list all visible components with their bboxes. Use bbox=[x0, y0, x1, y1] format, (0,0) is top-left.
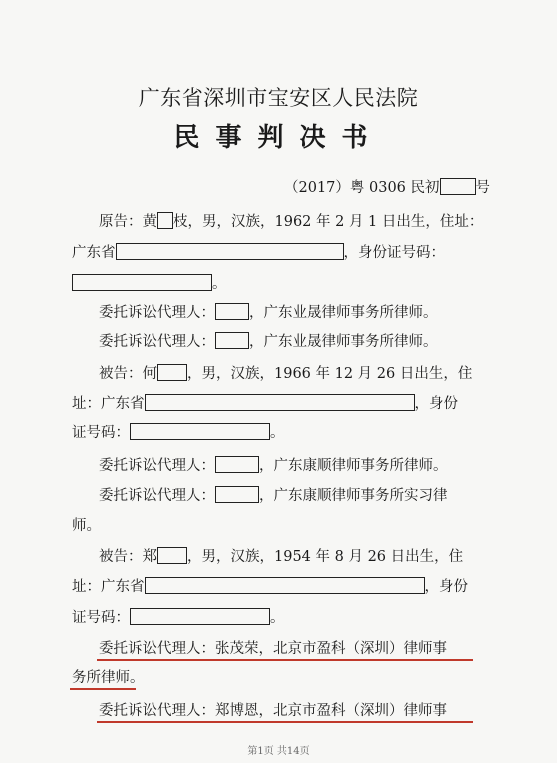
plaintiff-info: 枝，男，汉族，1962 年 2 月 1 日出生，住址： bbox=[173, 214, 484, 230]
redaction-box bbox=[145, 577, 425, 594]
plaintiff-address-suffix: ，身份证号码： bbox=[343, 245, 445, 261]
agent-firm: ，广东业晟律师事务所律师。 bbox=[249, 334, 438, 350]
defendant1-address-suffix: ，身份 bbox=[414, 396, 458, 412]
defendant2-info: ，男，汉族，1954 年 8 月 26 日出生，住 bbox=[187, 549, 464, 565]
defendant2-address-prefix: 址：广东省 bbox=[72, 579, 145, 595]
agent-firm: ，广东康顺律师事务所实习律 bbox=[259, 488, 448, 504]
red-underline bbox=[97, 721, 473, 723]
court-name: 广东省深圳市宝安区人民法院 bbox=[138, 86, 419, 110]
redaction-box bbox=[72, 274, 212, 291]
red-underline bbox=[97, 659, 473, 661]
document-title: 民事判决书 bbox=[173, 123, 384, 153]
defendant2-address-suffix: ，身份 bbox=[424, 579, 468, 595]
defendant1-address-line bbox=[72, 392, 458, 413]
agent-label: 委托诉讼代理人： bbox=[99, 334, 215, 350]
agent-firm: ，广东业晟律师事务所律师。 bbox=[249, 305, 438, 321]
page-footer: 第1页 共14页 bbox=[247, 746, 310, 757]
plaintiff-address-line bbox=[72, 241, 445, 262]
agent-label: 委托诉讼代理人： bbox=[99, 488, 215, 504]
defendant1-id-end: 。 bbox=[270, 425, 285, 441]
redaction-box bbox=[215, 332, 249, 349]
agent-line bbox=[99, 301, 438, 322]
agent-line-highlighted: 委托诉讼代理人：郑博恩，北京市盈科（深圳）律师事 bbox=[99, 703, 447, 719]
defendant1-id-line bbox=[72, 421, 285, 442]
agent-label: 委托诉讼代理人： bbox=[99, 458, 215, 474]
red-underline bbox=[70, 688, 136, 690]
agent-continuation-highlighted: 务所律师。 bbox=[72, 670, 145, 686]
plaintiff-label: 原告：黄 bbox=[99, 214, 157, 230]
redaction-box bbox=[145, 394, 415, 411]
redaction-box bbox=[215, 486, 259, 503]
plaintiff-line bbox=[99, 210, 483, 231]
plaintiff-id-end: 。 bbox=[212, 276, 227, 292]
defendant2-id-end: 。 bbox=[270, 610, 285, 626]
redaction-box bbox=[215, 303, 249, 320]
defendant2-line bbox=[99, 545, 464, 566]
agent-line-highlighted: 委托诉讼代理人：张茂荣，北京市盈科（深圳）律师事 bbox=[99, 641, 447, 657]
defendant1-info: ，男，汉族，1966 年 12 月 26 日出生，住 bbox=[187, 366, 473, 382]
case-number bbox=[284, 176, 490, 197]
agent-line bbox=[99, 484, 448, 505]
redaction-box bbox=[440, 178, 476, 195]
redaction-box bbox=[130, 423, 270, 440]
defendant2-id-prefix: 证号码： bbox=[72, 610, 130, 626]
case-number-prefix: （2017）粤 0306 民初 bbox=[284, 180, 440, 196]
agent-line bbox=[99, 330, 438, 351]
defendant2-address-line bbox=[72, 575, 468, 596]
plaintiff-id-line bbox=[72, 272, 227, 293]
redaction-box bbox=[116, 243, 344, 260]
defendant1-address-prefix: 址：广东省 bbox=[72, 396, 145, 412]
defendant1-label: 被告：何 bbox=[99, 366, 157, 382]
case-number-suffix: 号 bbox=[475, 180, 491, 196]
agent-firm: ，广东康顺律师事务所律师。 bbox=[259, 458, 448, 474]
defendant2-name bbox=[99, 545, 187, 566]
defendant1-line bbox=[99, 362, 473, 383]
plaintiff-address-prefix: 广东省 bbox=[72, 245, 116, 261]
redaction-box bbox=[157, 212, 173, 229]
agent-line bbox=[99, 454, 448, 475]
redaction-box bbox=[157, 364, 187, 381]
defendant1-name bbox=[99, 362, 187, 383]
defendant2-id-line bbox=[72, 606, 285, 627]
defendant1-id-prefix: 证号码： bbox=[72, 425, 130, 441]
redaction-box bbox=[130, 608, 270, 625]
redaction-box bbox=[157, 547, 187, 564]
defendant2-label: 被告：郑 bbox=[99, 549, 157, 565]
agent-label: 委托诉讼代理人： bbox=[99, 305, 215, 321]
redaction-box bbox=[215, 456, 259, 473]
agent-continuation: 师。 bbox=[72, 518, 101, 534]
